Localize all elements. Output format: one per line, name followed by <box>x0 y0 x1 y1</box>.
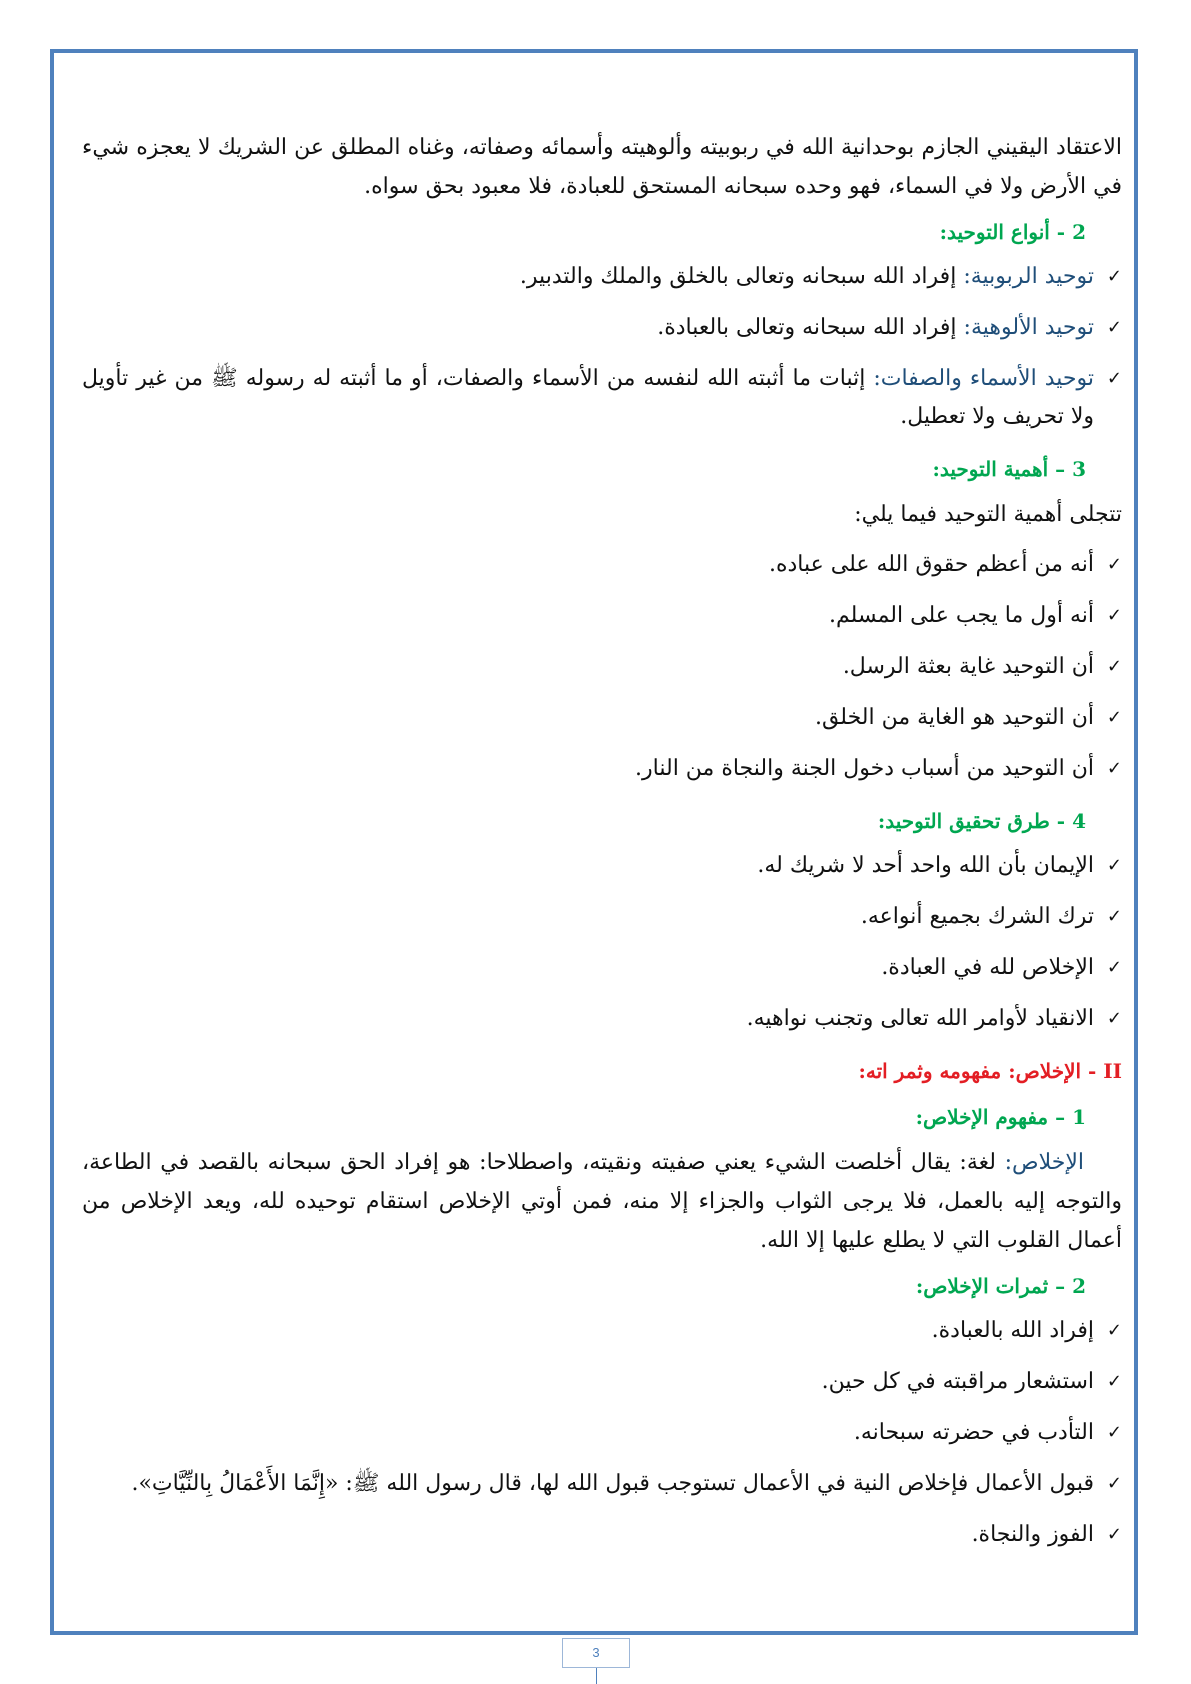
list-item-text: الإيمان بأن الله واحد أحد لا شريك له. <box>757 853 1094 878</box>
list-item <box>82 258 1122 296</box>
term-text: لغة: يقال أخلصت الشيء يعني صفيته ونقيته، واصطلاحا: هو إفراد الحق سبحانه بالقصد في الطاعة، والتوجه إليه بالعمل، فلا يرجى الثواب والجزاء إلا منه، فمن أوتي الإخلاص استقام توحيده لله، ويعد الإخلاص من أعمال القلوب التي لا يطلع عليها إلا الله. <box>82 1150 1122 1253</box>
list-item-text: أن التوحيد غاية بعثة الرسل. <box>842 654 1094 679</box>
check-icon: ✓ <box>1106 1371 1122 1392</box>
page-number-line <box>596 1668 597 1684</box>
list-item <box>82 949 1122 987</box>
check-icon: ✓ <box>1106 1473 1122 1494</box>
list-item-text: الإخلاص لله في العبادة. <box>881 955 1094 980</box>
section-heading-importance: 3 – أهمية التوحيد: <box>932 457 1086 481</box>
check-icon: ✓ <box>1106 1008 1122 1029</box>
check-icon: ✓ <box>1106 368 1122 389</box>
check-icon: ✓ <box>1106 266 1122 287</box>
check-icon: ✓ <box>1106 758 1122 779</box>
check-icon: ✓ <box>1106 1524 1122 1545</box>
tawhid-definition: الاعتقاد اليقيني الجازم بوحدانية الله في ربوبيته وألوهيته وأسمائه وصفاته، وغناه المطلق عن الشريك لا يعجزه شيء في الأرض ولا في السماء، فهو وحده سبحانه المستحق للعبادة، فلا معبود بحق سواه. <box>82 135 1122 199</box>
check-icon: ✓ <box>1106 656 1122 677</box>
section-heading-ways: 4 - طرق تحقيق التوحيد: <box>877 809 1086 833</box>
section-heading-ikhlas-fruits: 2 – ثمرات الإخلاص: <box>915 1274 1086 1298</box>
list-item <box>82 360 1122 436</box>
ways-list <box>82 847 1122 1038</box>
check-icon: ✓ <box>1106 855 1122 876</box>
list-item-text: أن التوحيد هو الغاية من الخلق. <box>814 705 1094 730</box>
types-list <box>82 258 1122 436</box>
term-text: إثبات ما أثبته الله لنفسه من الأسماء والصفات، أو ما أثبته له رسوله ﷺ من غير تأويل ولا تحريف ولا تعطيل. <box>82 366 1094 429</box>
list-item-text: إفراد الله بالعبادة. <box>931 1318 1094 1343</box>
ikhlas-definition <box>82 1143 1122 1260</box>
check-icon: ✓ <box>1106 605 1122 626</box>
list-item <box>82 597 1122 635</box>
list-item-text: أنه من أعظم حقوق الله على عباده. <box>768 552 1094 577</box>
list-item <box>82 1000 1122 1038</box>
fruits-list <box>82 1312 1122 1554</box>
importance-intro: تتجلى أهمية التوحيد فيما يلي: <box>854 502 1122 527</box>
check-icon: ✓ <box>1106 554 1122 575</box>
list-item-text: الانقياد لأوامر الله تعالى وتجنب نواهيه. <box>746 1006 1094 1031</box>
list-item <box>82 1312 1122 1350</box>
list-item-text: التأدب في حضرته سبحانه. <box>853 1420 1094 1445</box>
list-item <box>82 750 1122 788</box>
list-item <box>82 1414 1122 1452</box>
term-text: إفراد الله سبحانه وتعالى بالخلق والملك والتدبير. <box>519 264 964 289</box>
check-icon: ✓ <box>1106 1320 1122 1341</box>
list-item <box>82 648 1122 686</box>
list-item-text: قبول الأعمال فإخلاص النية في الأعمال تستوجب قبول الله لها، قال رسول الله ﷺ: «إِنَّمَا الأَعْمَالُ بِالنِّيَّاتِ». <box>131 1471 1094 1496</box>
term-label: توحيد الأسماء والصفات: <box>873 366 1094 391</box>
list-item <box>82 898 1122 936</box>
page-number: 3 <box>562 1638 630 1668</box>
list-item-text: ترك الشرك بجميع أنواعه. <box>860 904 1094 929</box>
term-text: إفراد الله سبحانه وتعالى بالعبادة. <box>657 315 964 340</box>
list-item-text: أن التوحيد من أسباب دخول الجنة والنجاة من النار. <box>635 756 1094 781</box>
check-icon: ✓ <box>1106 957 1122 978</box>
check-icon: ✓ <box>1106 317 1122 338</box>
list-item <box>82 309 1122 347</box>
list-item <box>82 699 1122 737</box>
term-label: توحيد الربوبية: <box>963 264 1094 289</box>
list-item <box>82 1465 1122 1503</box>
list-item <box>82 546 1122 584</box>
check-icon: ✓ <box>1106 707 1122 728</box>
list-item <box>82 847 1122 885</box>
list-item <box>82 1363 1122 1401</box>
term-label: الإخلاص: <box>1004 1150 1084 1175</box>
check-icon: ✓ <box>1106 1422 1122 1443</box>
list-item-text: الفوز والنجاة. <box>971 1522 1094 1547</box>
document-body <box>82 128 1122 1567</box>
main-heading-ikhlas: II - الإخلاص: مفهومه وثمر اته: <box>858 1059 1122 1083</box>
term-label: توحيد الألوهية: <box>963 315 1094 340</box>
list-item-text: استشعار مراقبته في كل حين. <box>821 1369 1094 1394</box>
section-heading-types: 2 - أنواع التوحيد: <box>939 220 1086 244</box>
list-item-text: أنه أول ما يجب على المسلم. <box>829 603 1094 628</box>
list-item <box>82 1516 1122 1554</box>
check-icon: ✓ <box>1106 906 1122 927</box>
importance-list <box>82 546 1122 788</box>
section-heading-ikhlas-concept: 1 – مفهوم الإخلاص: <box>915 1105 1086 1129</box>
